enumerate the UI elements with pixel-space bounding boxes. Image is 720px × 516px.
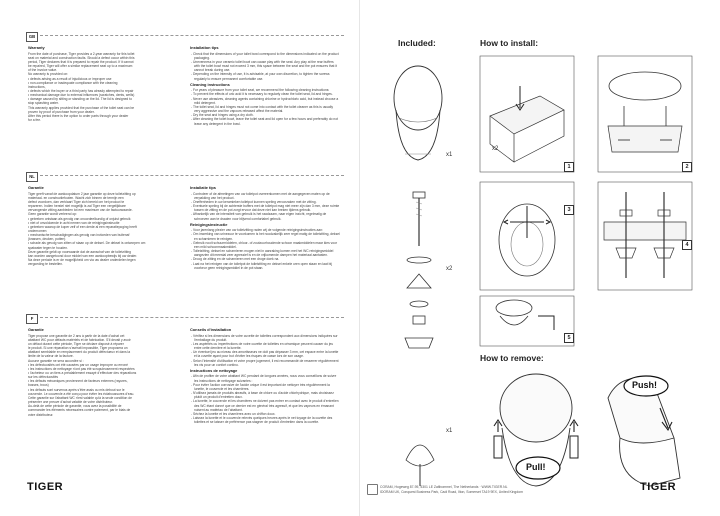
list-item: - For years of pleasure from your toilet seat, we recommend the following cleaning instructions:: [190, 88, 340, 92]
text-line: • les défauts sont survenus après s'être assis ou mis debout sur le: [28, 387, 125, 392]
text-line: sur les défectuosités: [28, 375, 59, 380]
list-item: - N'utilisez jamais de produits abrasifs, à base de chlore ou d'acide chlorhydrique, mais choisissez plutôt un produit d'entretien doux.: [190, 391, 340, 399]
section-divider: [40, 317, 344, 318]
block-gap: [190, 126, 340, 128]
list-item: - Laat na het reinigen van de toiletpot de toiletzitting en deksel enkele uren open staan en laat bij voorkeur geen reinigingsmiddel in de pot staan.: [190, 262, 340, 270]
list-item: - Droog de zitting en de scharnieren met een droge doek na.: [190, 257, 340, 261]
install-step-5-illustration: [480, 296, 574, 346]
block-heading: Installation tips: [190, 45, 219, 50]
tips-blocks: [190, 46, 340, 128]
text-line: This warranty applies provided that the purchase of the toilet seat can be: [28, 105, 135, 110]
list-item: - After cleaning the toilet bowl, leave the toilet seat and lid open for a few hours and preferably do not leave any detergent in the bowl.: [190, 117, 340, 125]
lang-tag-fr: F: [26, 314, 38, 324]
text-line: • damage caused by sitting or standing on the lid. The lid is designed to: [28, 97, 132, 102]
text-line: • niet of onvoldoende in acht nemen van de reinigingsinstructie: [28, 220, 120, 225]
list-item: - Unevenness in your ceramic toilet bowl can cause play with the seat. Any play at the rear buffers with the toilet bowl must not exceed 3 mm, this space between the seat and the pot ensures that it cannot break during use.: [190, 60, 340, 72]
garantie-heading: Garantie: [28, 185, 44, 190]
text-line: kan worden aangetoond door middel van een aankoopbewijs bij uw dealer.: [28, 253, 138, 258]
list-item: - Voor jarenlang plezier van uw toiletzitting raden wij de volgende reinigingsinstructies aan:: [190, 228, 340, 232]
list-item: - The toilet seat, lid and hinges must not come into contact with the toilet cleaner as this is usually very aggressive and the vapours released affect the material.: [190, 105, 340, 113]
text-line: le produit. Si une réparation s'avérait impossible, Tiger proposera un: [28, 346, 128, 351]
included-title: Included:: [398, 38, 436, 48]
qty-hinge-parts: x2: [446, 266, 453, 272]
nl-section: [26, 172, 344, 310]
text-line: commander les éléments nécessaires contre paiement, par le biais de: [28, 408, 131, 413]
text-line: No warranty is provided on:: [28, 72, 69, 77]
list-item: - Oneffenheden in uw keramieken toiletpot kunnen speling veroorzaken met de zitting.: [190, 200, 340, 204]
text-line: Tiger geeft vanaf de aankoopdatum 2 jaar garantie op deze toiletzitting op: [28, 191, 136, 196]
text-line: • les instructions de nettoyage n'ont pas été scrupuleusement respectées: [28, 366, 135, 371]
list-item: - Vérifiez si les dimensions de votre cuvette de toilettes correspondent aux dimensions indiquées sur l'emballage du produit.: [190, 334, 340, 342]
fixing-part-illustration: [400, 420, 440, 490]
text-line: Deze garantie geldt op voorwaarde dat de aanschaf van de toiletzitting: [28, 249, 132, 254]
lang-tag-nl: NL: [26, 172, 38, 182]
text-line: présenter une preuve d'achat valable de votre distributeur.: [28, 400, 113, 405]
install-title: How to install:: [480, 38, 539, 48]
list-item: - Afhankelijk van de intensiteit van gebruik is het raadzaam, naar eigen inzicht, regelmatig de schroeven aan te draaien voor blijvend comfortabel gebruik.: [190, 212, 340, 220]
list-item: - Check that the dimensions of your toilet bowl correspond to the dimensions indicated on the product packaging.: [190, 52, 340, 60]
text-line: (krassen, deuken, putten): [28, 237, 66, 242]
list-item: - Pour éviter l'action corrosive de l'acide urique il est important de nettoyer très régulièrement la lunette, le couvercle et les charnières.: [190, 383, 340, 391]
gb-section: [26, 32, 344, 172]
garantie-text: [28, 192, 178, 267]
installatie-column: [190, 186, 340, 272]
text-line: Geen garantie wordt verleend op:: [28, 212, 77, 217]
text-line: • l'acheteur ou un tiers a préalablement essayé d'effectuer des réparations: [28, 371, 137, 375]
list-item: - Never use abrasives, cleaning agents containing chlorine or hydrochloric acid, but instead choose a mild detergent.: [190, 97, 340, 105]
remove-title: How to remove:: [480, 353, 544, 363]
text-line: repareren. Indien herstel niet mogelijk is zal Tiger een vergelijkbare: [28, 204, 126, 209]
hinge-parts-illustration: [395, 188, 445, 358]
text-line: • les défauts mécaniques proviennent de facteurs externes (rayures,: [28, 379, 128, 384]
install-step-3-illustration: [480, 182, 574, 290]
text-line: Au-delà de cette période de garantie, vous avez la possibilité de: [28, 404, 122, 409]
qty-box-arrow: x2: [492, 146, 499, 152]
text-line: From the date of purchase, Tiger provides a 2-year warranty for this toilet: [28, 51, 135, 56]
text-line: abattant WC pour défauts matériels et de fabrication. S'il devait y avoir: [28, 337, 131, 342]
footer-address-1: CORAM, Hogeweg 87-95, 5301 LE Zaltbommel, The Netherlands · WWW.TIGER.NL: [380, 485, 508, 489]
list-item: - Afin de profiter de votre abattant WC pendant de longues années, nous vous conseillons de suivre les instructions de nettoyage suivantes :: [190, 374, 340, 382]
list-item: - La lunette, le couvercle et les charnières ne doivent pas entrer en contact avec le produit d'entretien des WC étant donné que ce dernier est en général très agressif, et que les vapeurs en émanant nuisent au matériau de l'abattant.: [190, 399, 340, 411]
text-line: abattant semblable en remplacement du produit défectueux et dans la: [28, 350, 131, 355]
text-line: for a fee.: [28, 118, 42, 123]
text-line: Tiger propose une garantie de 2 ans à partir de la date d'achat cet: [28, 333, 125, 338]
tiger-logo-right: TIGER: [640, 481, 677, 493]
text-line: materiaal- en constructiefouten. Wacht zich binnen de termijn een: [28, 195, 124, 200]
text-line: un défaut durant cette période, Tiger se déclare disposé à réparer: [28, 341, 124, 346]
block-heading: Conseils d'installation: [190, 327, 232, 332]
garantie-fr-heading: Garantie: [28, 327, 44, 332]
text-line: • les défectuosités ont été causées par un usage impropre ou erroné: [28, 362, 128, 367]
toilet-seat-illustration: [385, 58, 455, 168]
warranty-text: [28, 52, 178, 123]
text-line: • defects which the buyer or a third party has already attempted to repair: [28, 89, 134, 93]
warranty-heading: Warranty: [28, 45, 45, 50]
block-heading: Cleaning instructions: [190, 81, 230, 87]
text-line: Aucune garantie ne sera accordée si :: [28, 358, 84, 363]
footer-address-2: IDORAM UK, Conquest Business Park, Cadi Road, Ilton, Somerset TA19 9EX, United Kingdom: [380, 490, 523, 494]
text-line: ondernomen: [28, 229, 47, 233]
install-step-1-illustration: [480, 56, 574, 172]
list-item: - Dry the seat and hinges using a dry cloth.: [190, 113, 340, 117]
garantie-fr-column: [28, 328, 178, 417]
recycle-icon: [367, 484, 378, 495]
text-line: limite de la valeur de la facture.: [28, 354, 74, 359]
step-number-2: 2: [682, 162, 692, 172]
remove-pull-illustration: [480, 368, 592, 492]
text-line: • gebreken ontstaan als gevolg van onoordeelkundig of onjuist gebruik: [28, 216, 131, 221]
list-item: - Séchez la lunette et les charnières avec un chiffon doux.: [190, 412, 340, 416]
push-label: Push!: [632, 380, 658, 390]
block-heading: Installatie tips: [190, 185, 216, 190]
page-fold: [359, 0, 360, 516]
step-number-4: 4: [682, 240, 692, 250]
text-line: After this period there is the option to order parts through your dealer: [28, 113, 129, 118]
text-line: defect voordoen, dan verklaart Tiger zich bereid om het product te: [28, 199, 125, 204]
fr-section: [26, 314, 344, 474]
block-gap: [190, 424, 340, 426]
list-item: - Toiletzitting, deksel en scharnieren mogen niet in aanraking komen met het WC reinigingsmiddel aangezien dit meestal zeer agressief is en de vrijkomende dampen het materiaal aantasten.: [190, 249, 340, 257]
conseils-column: [190, 328, 340, 426]
pull-label: Pull!: [526, 462, 546, 472]
list-item: - Om inwerking van urinezuur te voorkomen is het noodzakelijk zeer regel matig de toiletzitting, deksel en scharnieren te reinigen.: [190, 232, 340, 240]
text-line: period, Tiger declares that it is prepared to repair the product. If it cannot: [28, 59, 134, 64]
list-item: - Gebruik nooit schuurmiddelen, chloor- of zoutzuurhoudende schoon maakmiddelen maar kies voor een mild schoonmaakmiddel.: [190, 241, 340, 249]
text-line: instructions,: [28, 84, 46, 89]
text-line: • mechanical damage due to external influences (scratches, dents, wells): [28, 93, 135, 98]
list-item: - Un éventuel jeu au niveau des amortisseurs ne doit pas dépasser 3 mm, cet espace entre la lunette et la cuvette ayant pour but d'éviter les risques de casse lors de son usage.: [190, 350, 340, 358]
lang-tag-gb: GB: [26, 32, 38, 42]
conseils-blocks: [190, 328, 340, 426]
list-item: - Depending on the intensity of use, it is advisable, at your own discretion, to tighten the screws regularly to ensure permanent comfortable use.: [190, 72, 340, 80]
text-line: couvercle. Le couvercle a été conçu pour éviter les éclaboussures d'eau.: [28, 391, 135, 396]
section-divider: [40, 35, 344, 36]
block-heading: Instructions de nettoyage: [190, 367, 238, 373]
block-gap: [190, 270, 340, 272]
qty-small: x1: [446, 428, 453, 434]
text-line: Na deze periode is er de mogelijkheid om via uw dealer onderdelen tegen: [28, 258, 136, 263]
text-line: • non-compliance or inadequate compliance with the cleaning: [28, 80, 118, 85]
text-line: seat on material and construction faults. Should a defect occur within this: [28, 55, 135, 60]
install-step-2-illustration: [598, 56, 692, 172]
text-line: be repaired, Tiger will offer a similar replacement seat up to a maximum: [28, 64, 133, 69]
text-line: • schade als gevolg van zitten of staan op de deksel. De deksel is ontworpen om: [28, 241, 146, 246]
text-line: of the invoice value.: [28, 68, 58, 73]
text-line: vergoeding te bestellen.: [28, 262, 64, 267]
garantie-fr-text: [28, 334, 178, 417]
text-line: • gebreken waarop de koper zelf of een derde al een reparatiepoging heeft: [28, 224, 137, 229]
list-item: - Laissez la lunette et le couvercle relevés quelques heures après le net toyage de la cuvette des toilettes et se laisser de préférence pas stagner de produit d'entretien dans la cuvette.: [190, 416, 340, 424]
step-number-5: 5: [564, 333, 574, 343]
install-step-4-illustration: [598, 182, 692, 290]
step-number-1: 1: [564, 162, 574, 172]
list-item: - Controleer of de afmetingen van uw toiletpot overeenkomen met de aangegeven maten op de verpakking van het product.: [190, 192, 340, 200]
text-line: • mechanische beschadigingen als gevolg van invloeden van buitenaf: [28, 233, 130, 238]
list-item: - Eventuele speling bij de achterste buffers met de toiletpot mag niet meer zijn dan 3 mm, deze ruimte tussen de zitting en de pot zorgt ervoor dat deze niet kan breken tijdens gebruik.: [190, 204, 340, 212]
installatie-blocks: [190, 186, 340, 272]
list-item: - Selon l'intensité d'utilisation et votre propre jugement, il est recommandé de resserrer régulièrement les vis pour un confort continu.: [190, 359, 340, 367]
text-line: proven by proof of purchase from your dealer.: [28, 109, 95, 114]
text-line: spatwater tegen te houden.: [28, 245, 68, 250]
text-line: Cette garantie sur l'abattant WC n'est valable qu'à la seule condition de: [28, 395, 132, 400]
text-line: • defects arising as a result of injudicious or improper use: [28, 76, 112, 81]
list-item: - Les aspérités ou imperfections de votre cuvette de toilettes en céramique peuvent causer du jeu entre cette dernière et la lunette.: [190, 342, 340, 350]
tips-column: [190, 46, 340, 128]
text-line: bosses, trous): [28, 383, 49, 388]
garantie-column: [28, 186, 178, 266]
tiger-logo-left: TIGER: [27, 481, 64, 493]
list-item: - To prevent the effects of uric acid it is necessary to regularly clean the toilet seat, lid and hinges.: [190, 92, 340, 96]
step-number-3: 3: [564, 205, 574, 215]
block-heading: Reinigingsinstructie: [190, 221, 228, 227]
text-line: vervangende zitting aanbieden tot een maximum van de factuurwaarde.: [28, 208, 133, 213]
section-divider: [40, 175, 344, 176]
text-line: stop splashing water.: [28, 101, 59, 106]
qty-seat: x1: [446, 152, 453, 158]
warranty-column: [28, 46, 178, 122]
text-line: votre distributeur.: [28, 412, 54, 417]
